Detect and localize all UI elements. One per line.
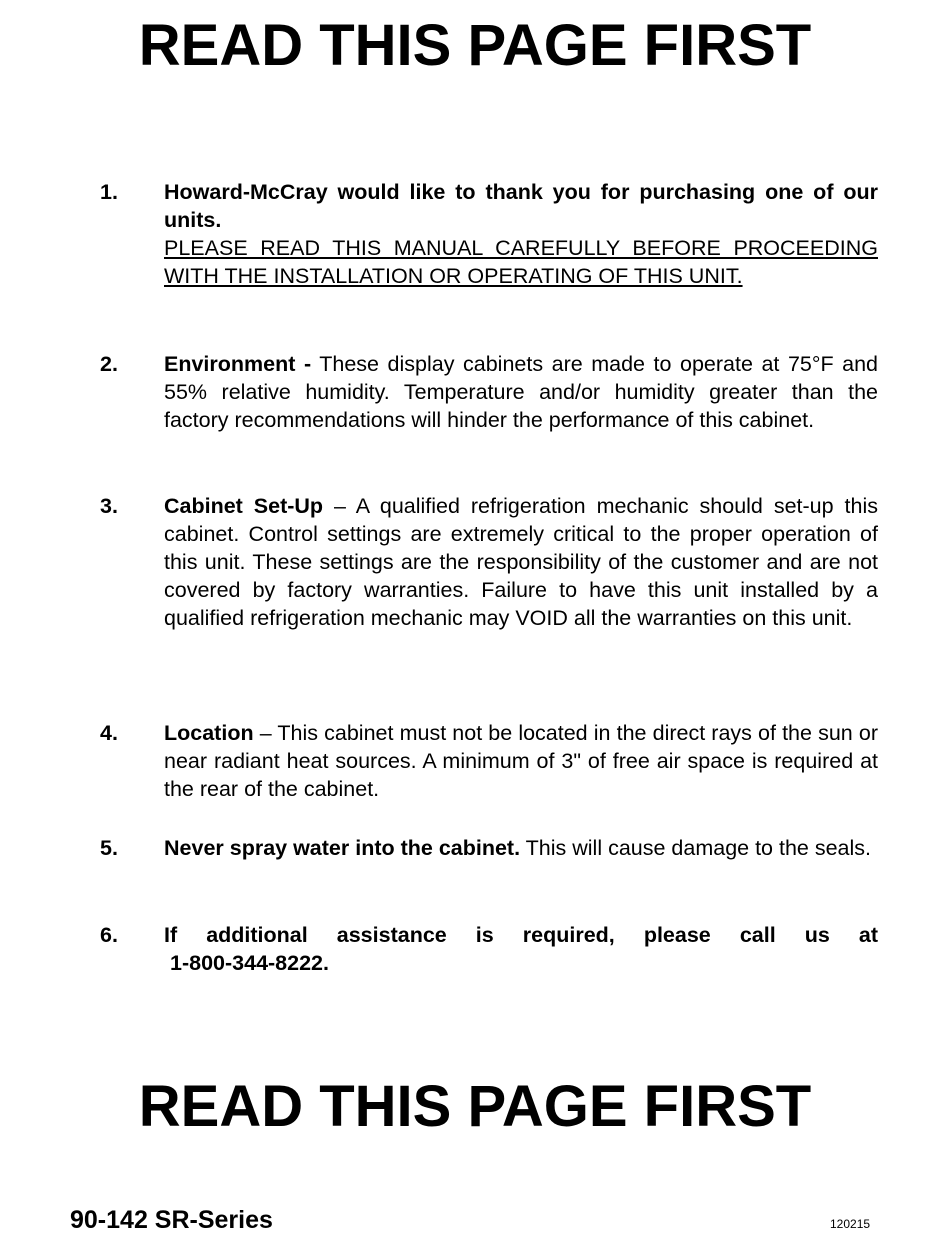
item-number: 6. — [100, 923, 118, 947]
page-title-bottom: READ THIS PAGE FIRST — [138, 1074, 812, 1139]
cabinet-setup-heading: Cabinet Set-Up — [164, 494, 324, 518]
instruction-item-2 — [100, 350, 878, 434]
item-number: 5. — [100, 836, 118, 860]
location-heading: Location — [164, 721, 254, 745]
support-phone-number: 1-800-344-8222. — [170, 951, 329, 975]
location-text: – This cabinet must not be located in the direct rays of the sun or near radiant heat sources. A minimum of 3" of free air space is required at the rear of the cabinet. — [164, 721, 878, 801]
item-number: 3. — [100, 494, 118, 518]
water-warning-text: This will cause damage to the seals. — [520, 836, 872, 860]
item-number: 1. — [100, 180, 118, 204]
item-number: 4. — [100, 721, 118, 745]
environment-text: These display cabinets are made to operate at 75°F and 55% relative humidity. Temperature and/or humidity greater than the factory recommendations will hinder the performance of this cabinet. — [164, 352, 878, 432]
instruction-item-5 — [100, 834, 878, 862]
page-title-top: READ THIS PAGE FIRST — [138, 13, 812, 78]
instruction-item-1 — [100, 178, 878, 290]
thank-you-text: Howard-McCray would like to thank you for purchasing one of our units. — [164, 180, 878, 232]
instruction-item-3 — [100, 492, 878, 632]
read-manual-notice: PLEASE READ THIS MANUAL CAREFULLY BEFORE PROCEEDING WITH THE INSTALLATION OR OPERATING OF THIS UNIT. — [164, 236, 878, 288]
instruction-item-4 — [100, 719, 878, 803]
environment-heading: Environment - — [164, 352, 312, 376]
instruction-item-6 — [100, 921, 878, 977]
cabinet-setup-text: – A qualified refrigeration mechanic should set-up this cabinet. Control settings are extremely critical to the proper operation of this unit. These settings are the responsibility of the customer and are not covered by factory warranties. Failure to have this unit installed by a qualified refrigeration mechanic may VOID all the warranties on this unit. — [164, 494, 879, 630]
item-number: 2. — [100, 352, 118, 376]
revision-code: 120215 — [830, 1217, 871, 1231]
water-warning-heading: Never spray water into the cabinet. — [164, 836, 521, 860]
document-number: 90-142 SR-Series — [70, 1206, 273, 1234]
assistance-text: If additional assistance is required, please call us at — [164, 923, 878, 947]
